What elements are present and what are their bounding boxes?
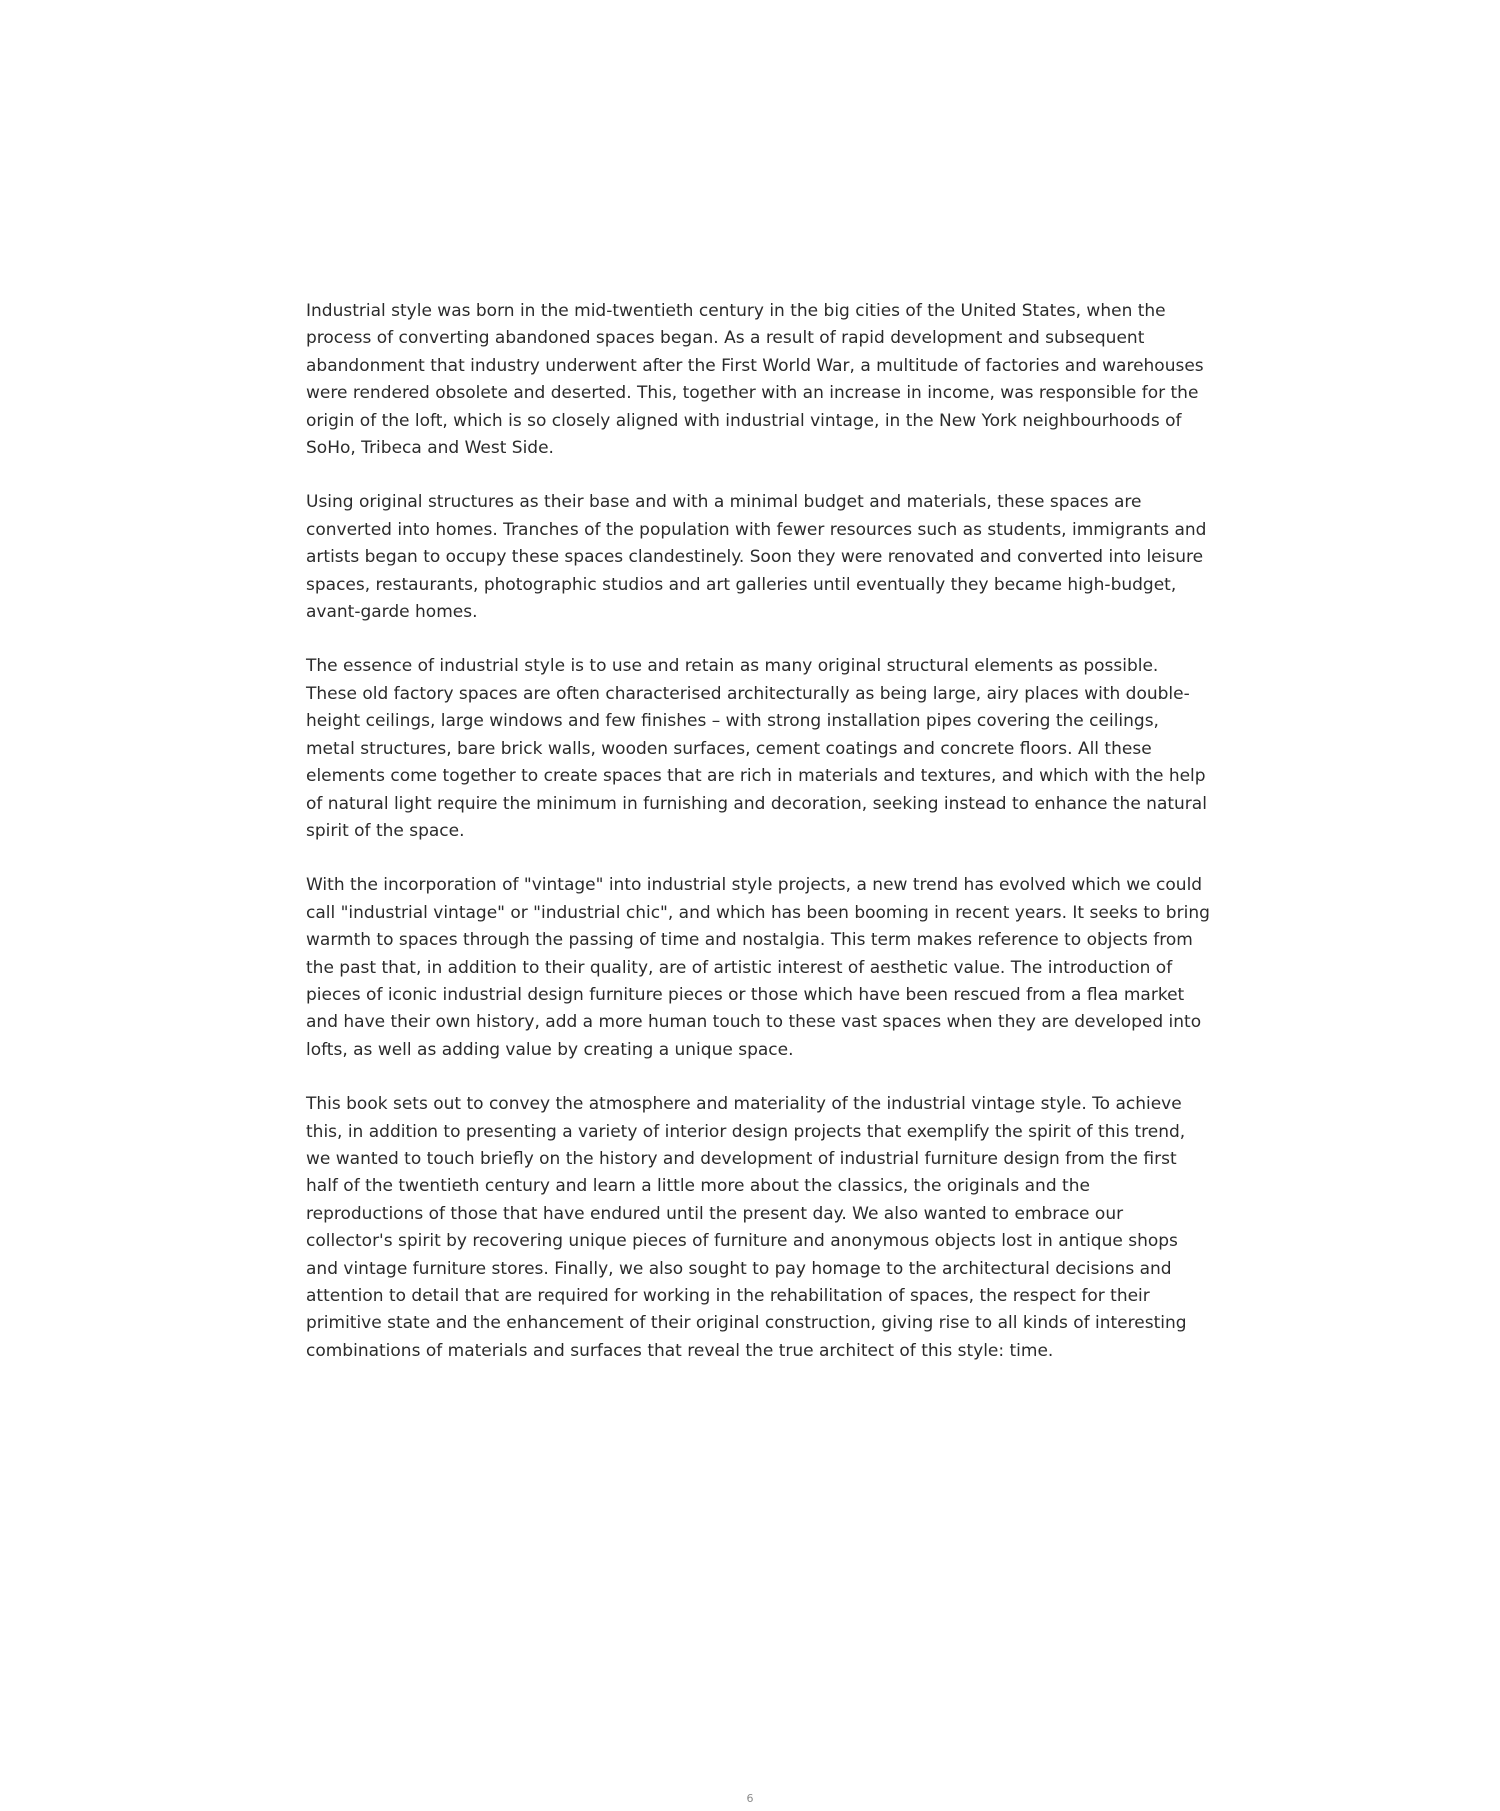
body-text (306, 298, 1210, 1365)
paragraph-vintage: With the incorporation of "vintage" into industrial style projects, a new trend has evolved which we could call "industrial vintage" or "industrial chic", and which has been booming in recent years. It seeks to bring warmth to spaces through the passing of time and nostalgia. This term makes reference to objects from the past that, in addition to their quality, are of artistic interest of aesthetic value. The introduction of pieces of iconic industrial design furniture pieces or those which have been rescued from a flea market and have their own history, add a more human touch to these vast spaces when they are developed into lofts, as well as adding value by creating a unique space. (306, 875, 1210, 1060)
paragraph-origins: Industrial style was born in the mid-twentieth century in the big cities of the United States, when the process of converting abandoned spaces began. As a result of rapid development and subsequent abandonment that industry underwent after the First World War, a multitude of factories and warehouses were rendered obsolete and deserted. This, together with an increase in income, was responsible for the origin of the loft, which is so closely aligned with industrial vintage, in the New York neighbourhoods of SoHo, Tribeca and West Side. (306, 301, 1204, 459)
paragraph-conversion: Using original structures as their base and with a minimal budget and materials, these spaces are converted into homes. Tranches of the population with fewer resources such as students, immigrants and artists began to occupy these spaces clandestinely. Soon they were renovated and converted into leisure spaces, restaurants, photographic studios and art galleries until eventually they became high-budget, avant-garde homes. (306, 492, 1207, 623)
paragraph-book-purpose: This book sets out to convey the atmosphere and materiality of the industrial vintage style. To achieve this, in addition to presenting a variety of interior design projects that exemplify the spirit of this trend, we wanted to touch briefly on the history and development of industrial furniture design from the first half of the twentieth century and learn a little more about the classics, the originals and the reproductions of those that have endured until the present day. We also wanted to embrace our collector's spirit by recovering unique pieces of furniture and anonymous objects lost in antique shops and vintage furniture stores. Finally, we also sought to pay homage to the architectural decisions and attention to detail that are required for working in the rehabilitation of spaces, the respect for their primitive state and the enhancement of their original construction, giving rise to all kinds of interesting combinations of materials and surfaces that reveal the true architect of this style: time. (306, 1094, 1187, 1361)
paragraph-essence: The essence of industrial style is to use and retain as many original structural elements as possible. These old factory spaces are often characterised architecturally as being large, airy places with double-height ceilings, large windows and few finishes – with strong installation pipes covering the ceilings, metal structures, bare brick walls, wooden surfaces, cement coatings and concrete floors. All these elements come together to create spaces that are rich in materials and textures, and which with the help of natural light require the minimum in furnishing and decoration, seeking instead to enhance the natural spirit of the space. (306, 656, 1207, 841)
page-number: 6 (746, 1792, 754, 1805)
